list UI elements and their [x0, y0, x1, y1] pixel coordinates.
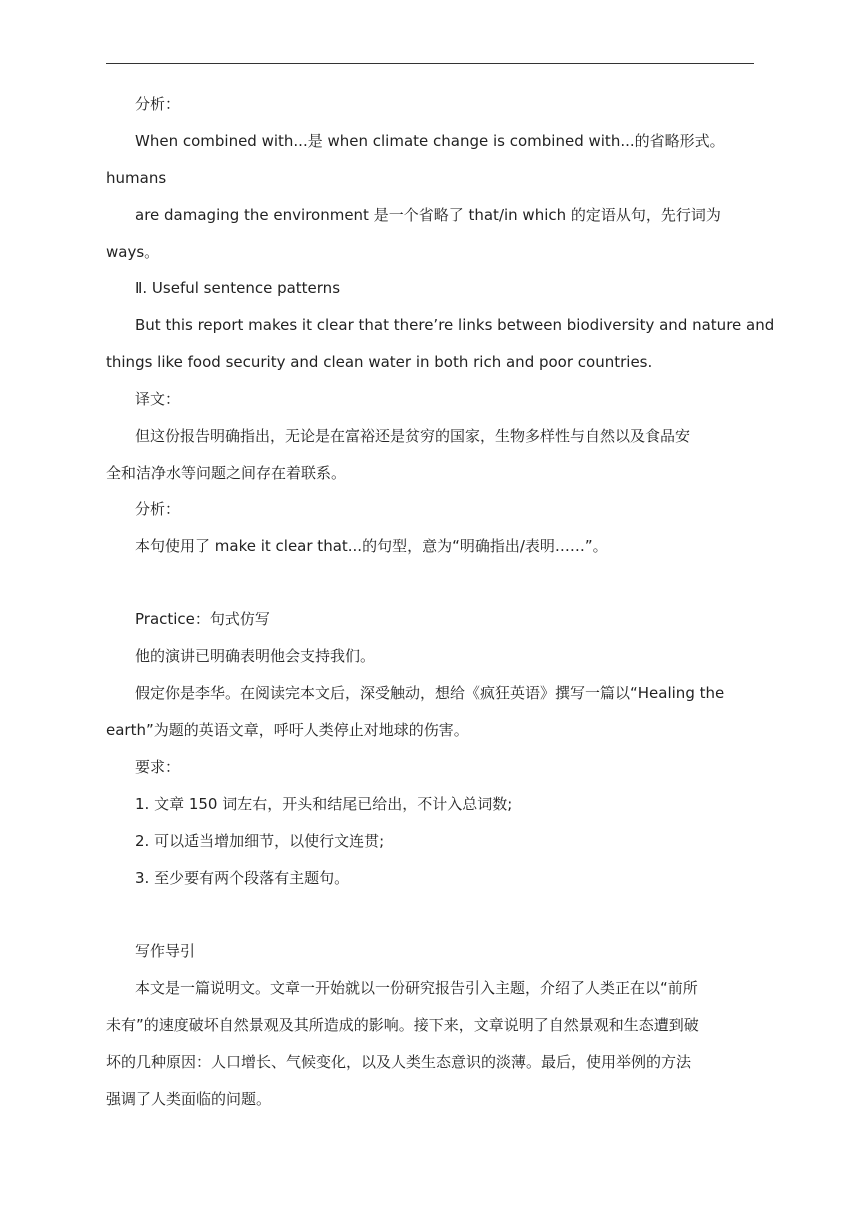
guide-paragraph: 本文是一篇说明文。文章一开始就以一份研究报告引入主题，介绍了人类正在以“前所: [135, 979, 698, 997]
analysis-text: When combined with...是 when climate change is combined with...的省略形式。: [135, 132, 725, 150]
guide-paragraph: 坏的几种原因：人口增长、气候变化，以及人类生态意识的淡薄。最后，使用举例的方法: [106, 1053, 692, 1071]
guide-paragraph: 强调了人类面临的问题。: [106, 1090, 272, 1108]
example-sentence: things like food security and clean water in both rich and poor countries.: [106, 353, 653, 371]
analysis-text: are damaging the environment 是一个省略了 that/in which 的定语从句，先行词为: [135, 206, 721, 224]
writing-guide-heading: 写作导引: [135, 942, 196, 960]
analysis-label: 分析：: [135, 500, 181, 518]
requirement-item: 2. 可以适当增加细节，以使行文连贯;: [135, 832, 385, 850]
translation-text: 全和洁净水等问题之间存在着联系。: [106, 464, 347, 482]
translation-text: 但这份报告明确指出，无论是在富裕还是贫穷的国家，生物多样性与自然以及食品安: [135, 427, 691, 445]
writing-task: earth”为题的英语文章，呼吁人类停止对地球的伤害。: [106, 721, 469, 739]
analysis-text: ways。: [106, 243, 160, 261]
practice-heading: Practice：句式仿写: [135, 610, 270, 628]
translation-label: 译文：: [135, 390, 181, 408]
guide-paragraph: 未有”的速度破坏自然景观及其所造成的影响。接下来，文章说明了自然景观和生态遭到破: [106, 1016, 699, 1034]
section-heading: Ⅱ. Useful sentence patterns: [135, 279, 341, 297]
header-rule: [106, 63, 754, 64]
requirement-item: 3. 至少要有两个段落有主题句。: [135, 869, 350, 887]
analysis-label: 分析：: [135, 95, 181, 113]
analysis-text: 本句使用了 make it clear that...的句型，意为“明确指出/表明……”。: [135, 537, 608, 555]
practice-item: 他的演讲已明确表明他会支持我们。: [135, 647, 376, 665]
requirements-label: 要求：: [135, 758, 181, 776]
writing-task: 假定你是李华。在阅读完本文后，深受触动，想给《疯狂英语》撰写一篇以“Healing the: [135, 684, 725, 702]
requirement-item: 1. 文章 150 词左右，开头和结尾已给出，不计入总词数;: [135, 795, 513, 813]
example-sentence: But this report makes it clear that there’re links between biodiversity and nature and: [135, 316, 775, 334]
analysis-text: humans: [106, 169, 167, 187]
